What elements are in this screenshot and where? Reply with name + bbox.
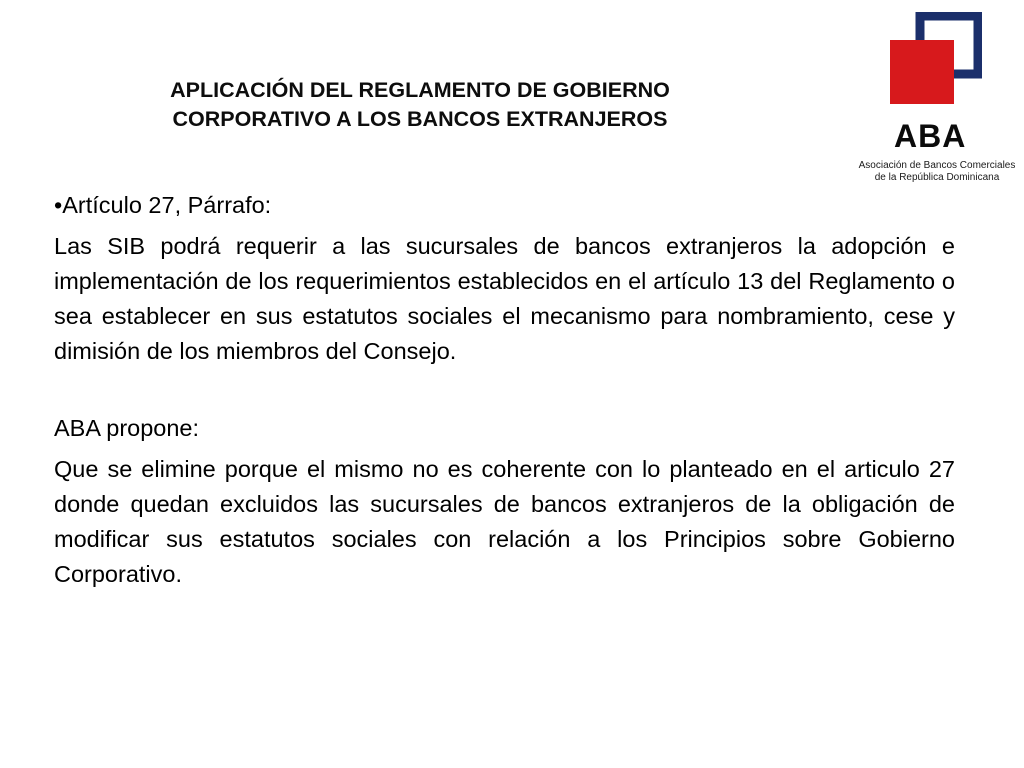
paragraph-spacer (54, 375, 955, 411)
logo-subtitle (858, 160, 1016, 184)
slide-title (120, 76, 720, 134)
aba-logo (858, 12, 1016, 190)
article-heading: •Artículo 27, Párrafo: (54, 192, 272, 218)
logo-subtitle-line-2: de la República Dominicana (874, 172, 1000, 183)
logo-red-square (890, 40, 954, 104)
logo-wordmark: ABA (894, 118, 967, 154)
aba-logo-mark-icon (886, 12, 982, 108)
slide-title-line-2: CORPORATIVO A LOS BANCOS EXTRANJEROS (172, 107, 668, 132)
slide-title-line-1: APLICACIÓN DEL REGLAMENTO DE GOBIERNO (170, 78, 670, 103)
article-text: Las SIB podrá requerir a las sucursales de bancos extranjeros la adopción e implementación de los requerimientos establecidos en el artículo 13 del Reglamento o sea establecer en sus estatutos sociales el mecanismo para nombramiento, cese y dimisión de los miembros del Consejo. (54, 233, 955, 364)
logo-subtitle-line-1: Asociación de Bancos Comerciales (858, 160, 1016, 171)
proposal-text: Que se elimine porque el mismo no es coherente con lo planteado en el articulo 27 donde quedan excluidos las sucursales de bancos extranjeros de la obligación de modificar sus estatutos sociales con relación a los Principios sobre Gobierno Corporativo. (54, 456, 955, 587)
slide-body (54, 188, 955, 598)
proposal-heading: ABA propone: (54, 415, 200, 441)
